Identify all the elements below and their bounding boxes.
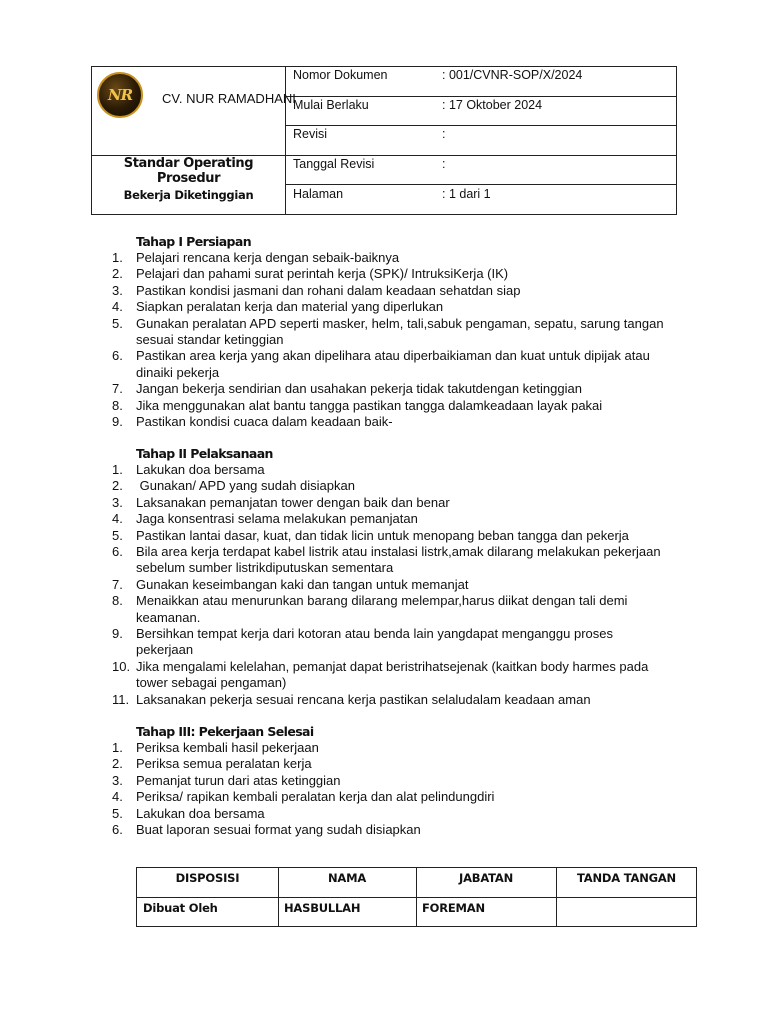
list-item [112, 740, 672, 756]
list-item [112, 381, 672, 397]
step-number: 6. [112, 822, 123, 838]
column-header-tanda-tangan: TANDA TANGAN [577, 871, 676, 885]
section-title: Tahap II Pelaksanaan [136, 446, 273, 461]
step-text: Pastikan area kerja yang akan dipelihara atau diperbaikiaman dan kuat untuk dipijak atau dinaiki pekerja [136, 348, 650, 380]
step-number: 7. [112, 381, 123, 397]
header-row-divider [285, 125, 676, 126]
step-number: 7. [112, 576, 123, 592]
step-text: Pemanjat turun dari atas ketinggian [136, 772, 341, 788]
step-number: 1. [112, 740, 123, 755]
step-text: Jika menggunakan alat bantu tangga pastikan tangga dalamkeadaan layak pakai [136, 397, 603, 413]
document-title: Standar Operating Prosedur [123, 156, 254, 186]
list-item [112, 462, 672, 478]
step-text: Gunakan peralatan APD seperti masker, helm, tali,sabuk pengaman, sepatu, sarung tangan sesuai standar ketinggian [136, 315, 664, 348]
list-item [112, 626, 672, 659]
step-text: Pastikan kondisi jasmani dan rohani dalam keadaan sehatdan siap [136, 282, 521, 298]
list-item [112, 283, 672, 299]
step-number: 8. [112, 397, 123, 413]
meta-value-nomor-dokumen: : 001/CVNR-SOP/X/2024 [442, 68, 583, 82]
column-header-disposisi: DISPOSISI [175, 871, 240, 885]
list-item [112, 756, 672, 772]
section-pekerjaan-selesai [112, 724, 672, 838]
header-row-divider [285, 155, 676, 156]
list-item [112, 511, 672, 527]
list-item [112, 398, 672, 414]
step-list [112, 250, 672, 430]
document-subtitle: Bekerja Diketinggian [123, 188, 254, 202]
meta-label-halaman: Halaman [293, 187, 344, 201]
list-item [112, 789, 672, 805]
cell-disposisi: Dibuat Oleh [143, 901, 218, 915]
step-number: 1. [112, 462, 123, 477]
step-number: 11. [112, 691, 130, 707]
company-name: CV. NUR RAMADHANI [162, 91, 296, 106]
list-item [112, 414, 672, 430]
step-text: Gunakan keseimbangan kaki dan tangan untuk memanjat [136, 576, 469, 592]
step-number: 4. [112, 789, 123, 805]
meta-label-nomor-dokumen: Nomor Dokumen [293, 68, 388, 82]
list-item [112, 822, 672, 838]
step-number: 10. [112, 658, 131, 674]
meta-value-revisi: : [442, 127, 446, 141]
step-list [112, 740, 672, 838]
header-row-divider [285, 96, 676, 97]
step-text: Pelajari dan pahami surat perintah kerja (SPK)/ IntruksiKerja (IK) [136, 266, 509, 282]
step-number: 2. [112, 756, 123, 772]
step-text: Periksa/ rapikan kembali peralatan kerja dan alat pelindungdiri [136, 789, 495, 805]
meta-value-tanggal-revisi: : [442, 157, 446, 171]
header-column-divider [285, 67, 286, 214]
list-item [112, 577, 672, 593]
list-item [112, 495, 672, 511]
step-number: 8. [112, 593, 123, 609]
list-item [112, 659, 672, 692]
list-item [112, 528, 672, 544]
step-number: 6. [112, 348, 123, 364]
step-text: Periksa kembali hasil pekerjaan [136, 740, 319, 755]
step-text: Jika mengalami kelelahan, pemanjat dapat beristrihatsejenak (kaitkan body harmes pada tower sebagai pengaman) [136, 658, 649, 691]
step-number: 9. [112, 414, 123, 430]
step-number: 5. [112, 315, 123, 331]
step-text: Menaikkan atau menurunkan barang dilarang melempar,harus diikat dengan tali demi keamanan. [136, 593, 628, 625]
approval-table [136, 867, 697, 927]
cell-nama: HASBULLAH [284, 901, 361, 915]
section-title: Tahap I Persiapan [136, 234, 252, 249]
step-text: Jangan bekerja sendirian dan usahakan pekerja tidak takutdengan ketinggian [136, 381, 582, 397]
section-title: Tahap III: Pekerjaan Selesai [136, 724, 314, 739]
step-number: 5. [112, 527, 123, 543]
step-number: 3. [112, 494, 123, 510]
step-text: Lakukan doa bersama [136, 805, 265, 821]
step-number: 3. [112, 282, 123, 298]
step-number: 5. [112, 805, 123, 821]
meta-label-mulai-berlaku: Mulai Berlaku [293, 98, 369, 112]
table-row-divider [137, 897, 696, 898]
step-number: 2. [112, 478, 123, 494]
section-persiapan [112, 234, 672, 430]
document-header-table [91, 66, 677, 215]
step-number: 4. [112, 299, 123, 315]
section-pelaksanaan [112, 446, 672, 708]
list-item [112, 593, 672, 626]
list-item [112, 316, 672, 349]
step-text: Periksa semua peralatan kerja [136, 756, 312, 772]
step-text: Pelajari rencana kerja dengan sebaik-baiknya [136, 250, 400, 265]
column-header-jabatan: JABATAN [458, 871, 514, 885]
step-number: 1. [112, 250, 123, 265]
step-number: 6. [112, 544, 123, 560]
list-item [112, 348, 672, 381]
header-row-divider [285, 184, 676, 185]
cell-jabatan: FOREMAN [422, 901, 485, 915]
step-text: Siapkan peralatan kerja dan material yang diperlukan [136, 299, 444, 315]
step-list [112, 462, 672, 708]
list-item [112, 773, 672, 789]
meta-value-halaman: : 1 dari 1 [442, 187, 491, 201]
step-text: Gunakan/ APD yang sudah disiapkan [136, 478, 355, 494]
step-text: Laksanakan pemanjatan tower dengan baik dan benar [136, 494, 450, 510]
list-item [112, 299, 672, 315]
step-number: 4. [112, 511, 123, 527]
meta-label-revisi: Revisi [293, 127, 328, 141]
step-text: Bersihkan tempat kerja dari kotoran atau benda lain yangdapat menganggu proses pekerjaan [136, 626, 613, 658]
list-item [112, 266, 672, 282]
column-header-nama: NAMA [327, 871, 367, 885]
step-text: Bila area kerja terdapat kabel listrik atau instalasi listrk,amak dilarang melakukan pekerjaan sebelum sumber listrikdiputuskan sementara [136, 544, 661, 576]
company-logo [97, 72, 143, 118]
step-text: Lakukan doa bersama [136, 462, 265, 477]
logo-monogram: NR [107, 86, 133, 104]
list-item [112, 806, 672, 822]
list-item [112, 250, 672, 266]
step-text: Pastikan kondisi cuaca dalam keadaan baik- [136, 414, 393, 430]
step-number: 3. [112, 772, 123, 788]
list-item [112, 692, 672, 708]
step-text: Buat laporan sesuai format yang sudah disiapkan [136, 822, 421, 838]
step-number: 2. [112, 266, 123, 282]
step-text: Laksanakan pekerja sesuai rencana kerja pastikan selaludalam keadaan aman [136, 691, 591, 707]
meta-label-tanggal-revisi: Tanggal Revisi [293, 157, 375, 171]
step-number: 9. [112, 626, 123, 642]
meta-value-mulai-berlaku: : 17 Oktober 2024 [442, 98, 543, 112]
step-text: Jaga konsentrasi selama melakukan pemanjatan [136, 511, 418, 527]
list-item [112, 478, 672, 494]
step-text: Pastikan lantai dasar, kuat, dan tidak licin untuk menopang beban tangga dan pekerja [136, 527, 629, 543]
list-item [112, 544, 672, 577]
